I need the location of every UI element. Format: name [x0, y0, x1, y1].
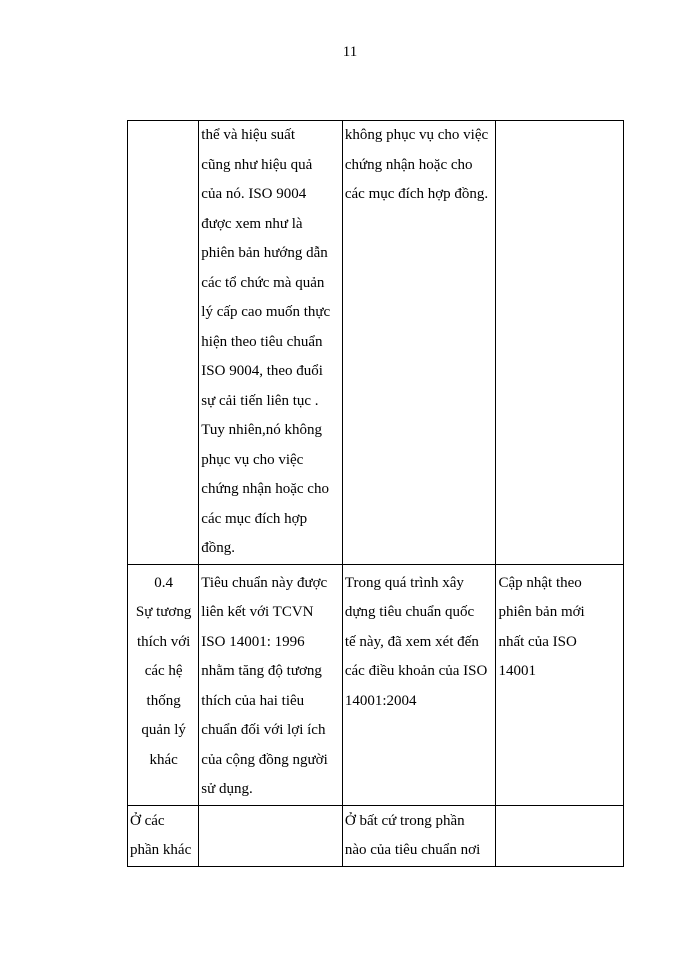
table-cell: [496, 564, 624, 805]
cell-text-line: của nó. ISO 9004: [201, 186, 307, 202]
cell-text-line: tế này, đã xem xét đến: [344, 633, 479, 650]
cell-text-line: phiên bản hướng dẫn: [201, 245, 328, 261]
cell-text-line: các điều khoản của ISO: [344, 663, 488, 679]
table-cell: [199, 805, 343, 866]
cell-text-line: hiện theo tiêu chuẩn: [201, 333, 323, 350]
cell-text-line: các hệ: [144, 663, 183, 679]
cell-text-line: nhất của ISO: [498, 633, 577, 650]
cell-text-line: chuẩn đối với lợi ích: [201, 722, 326, 738]
cell-text-line: chứng nhận hoặc cho: [344, 156, 473, 173]
cell-text-line: các tổ chức mà quản: [201, 274, 325, 291]
cell-text-line: thể và hiệu suất: [201, 127, 296, 143]
cell-text-line: Tiêu chuẩn này được: [201, 574, 328, 591]
cell-text-line: các mục đích hợp: [201, 510, 308, 527]
cell-text-line: Ở các: [130, 812, 165, 829]
table-row: [128, 564, 624, 805]
cell-text-line: phục vụ cho việc: [201, 451, 304, 468]
table-cell: [496, 805, 624, 866]
cell-text-line: Cập nhật theo: [498, 574, 582, 591]
cell-text-line: 14001:2004: [344, 692, 417, 709]
table-cell: [128, 805, 199, 866]
table-cell: [342, 564, 496, 805]
cell-text-line: dựng tiêu chuẩn quốc: [344, 604, 475, 620]
cell-text-line: nào của tiêu chuẩn nơi: [344, 842, 481, 858]
cell-text-line: thống: [146, 692, 181, 709]
cell-text-line: của cộng đồng người: [201, 751, 328, 768]
cell-text-line: Tuy nhiên,nó không: [201, 422, 322, 438]
table-cell: [128, 564, 199, 805]
table-cell: [199, 564, 343, 805]
cell-text-line: sử dụng.: [201, 781, 253, 797]
cell-text-line: lý cấp cao muốn thực: [201, 304, 331, 320]
table-cell: [128, 121, 199, 565]
cell-text-line: 14001: [498, 663, 536, 679]
cell-text-line: không phục vụ cho việc: [344, 127, 489, 143]
cell-text-line: thích với: [136, 633, 191, 650]
cell-text-line: liên kết với TCVN: [201, 604, 314, 620]
cell-text-line: ISO 14001: 1996: [201, 633, 305, 650]
cell-text-line: nhằm tăng độ tương: [201, 663, 322, 679]
table-cell: [342, 805, 496, 866]
cell-text-line: các mục đích hợp đồng.: [344, 186, 489, 202]
table-row: [128, 805, 624, 866]
cell-text-line: sự cải tiến liên tục .: [201, 392, 319, 409]
comparison-table: [127, 120, 624, 867]
cell-text-line: đồng.: [201, 540, 236, 556]
cell-text-line: thích của hai tiêu: [201, 692, 305, 709]
cell-text-line: cũng như hiệu quả: [201, 156, 313, 173]
cell-text-line: Ở bất cứ trong phần: [344, 812, 465, 829]
cell-text-line: 0.4: [154, 574, 174, 591]
cell-text-line: phần khác: [130, 842, 192, 858]
cell-text-line: phiên bản mới: [498, 604, 585, 620]
table-cell: [199, 121, 343, 565]
cell-text-line: ISO 9004, theo đuổi: [201, 363, 323, 379]
cell-text-line: khác: [149, 751, 178, 768]
table-cell: [342, 121, 496, 565]
table-row: [128, 121, 624, 565]
cell-text-line: quản lý: [141, 722, 186, 738]
table-cell: [496, 121, 624, 565]
cell-text-line: Sự tương: [135, 604, 192, 620]
cell-text-line: Trong quá trình xây: [344, 574, 464, 591]
page-number: 11: [342, 44, 358, 60]
cell-text-line: chứng nhận hoặc cho: [201, 481, 329, 497]
cell-text-line: được xem như là: [201, 215, 303, 232]
